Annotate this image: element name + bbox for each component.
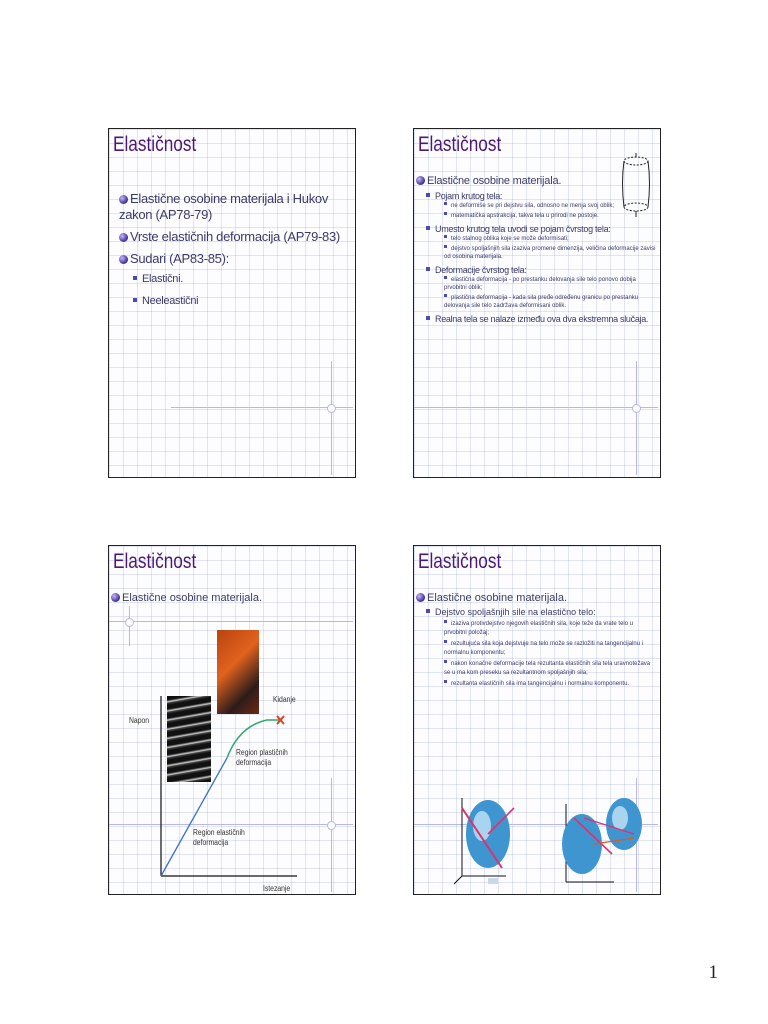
elastic-region-label: Region elastičnih deformacija	[193, 828, 245, 847]
list-item: Elastične osobine materijala i Hukov zakon (AP78-79)	[119, 191, 329, 222]
sub-item: rezultujuća sila koja dejstvuje na telo može se razložiti na tangencijalnu i normalnu komponentu;	[444, 641, 644, 656]
y-axis-label: Napon	[129, 716, 150, 725]
dot-bullet-icon	[444, 235, 447, 238]
list-item: Elastične osobine materijala.	[416, 592, 656, 604]
bullet-icon	[119, 255, 128, 264]
sub-heading: Umesto krutog tela uvodi se pojam čvrstog tela:	[426, 224, 656, 234]
sub-item: rezultanta elastičnih sila ima tangencijalnu i normalnu komponentu.	[444, 680, 656, 689]
sub-item: ne deformiše se pri dejstvu sila, odnosno ne menja svoj oblik;	[444, 202, 656, 210]
dot-bullet-icon	[444, 276, 447, 279]
bullet-icon	[119, 195, 128, 204]
square-bullet-icon	[426, 226, 430, 230]
slide-3	[108, 545, 356, 895]
slide-4	[413, 545, 661, 895]
slide-title: Elastičnost	[113, 133, 197, 156]
sub-item: elastična deformacija - po prestanku delovanja sile telo ponovo dobija prvobitni oblik;	[444, 277, 636, 291]
list-item: Elastične osobine materijala.	[416, 175, 656, 187]
slide-1	[108, 128, 356, 478]
sub-list-item: Neeleastični	[133, 293, 351, 309]
list-item: Sudari (AP83-85): Elastični. Neeleastični	[119, 251, 351, 309]
dot-bullet-icon	[444, 245, 447, 248]
dot-bullet-icon	[444, 680, 447, 683]
list-item: Vrste elastičnih deformacija (AP79-83)	[119, 229, 351, 245]
elastic-body-force-diagram	[454, 778, 654, 886]
sub-item: matematička apstrakcija, takva tela u prirodi ne postoje.	[444, 212, 656, 220]
bullet-icon	[119, 233, 128, 242]
sub-item: nakon konačne deformacije tela rezultanta elastičnih sila tela uravnotežava se u ma kom preseku sa rezultantnom spoljašnjih sila;	[444, 661, 651, 676]
slide-body	[416, 592, 656, 691]
dot-bullet-icon	[444, 212, 447, 215]
sub-heading: Realna tela se nalaze između ova dva ekstremna slučaja.	[426, 314, 656, 324]
square-bullet-icon	[426, 193, 430, 197]
sub-heading: Deformacije čvrstog tela:	[426, 265, 656, 275]
break-label: Kidanje	[273, 695, 296, 704]
dot-bullet-icon	[444, 620, 447, 623]
list-item: Elastične osobine materijala.	[111, 592, 262, 604]
elastic-curve	[161, 758, 227, 876]
sub-item: plastična deformacija - kada sila pređe određenu granicu po prestanku delovanja sile telo zadržava deformisani oblik.	[444, 295, 639, 309]
slide-title: Elastičnost	[113, 550, 197, 573]
bullet-icon	[416, 593, 425, 602]
slide-2	[413, 128, 661, 478]
square-bullet-icon	[426, 609, 430, 613]
square-bullet-icon	[426, 267, 430, 271]
square-bullet-icon	[133, 276, 137, 280]
x-axis-label: Istezanje	[263, 884, 291, 893]
slide-title: Elastičnost	[418, 133, 502, 156]
plastic-region-label: Region plastičnih deformacija	[236, 748, 288, 767]
sub-list-item: Elastični.	[133, 271, 351, 287]
sub-item: telo stalnog oblika koje se može deformisati;	[444, 235, 656, 243]
square-bullet-icon	[426, 316, 430, 320]
sub-item: dejstvo spoljašnjih sila izaziva promene dimenzija, veličina deformacije zavisi od osobina materijala.	[444, 246, 656, 260]
bullet-icon	[416, 176, 425, 185]
slide-body	[416, 175, 656, 325]
dot-bullet-icon	[444, 294, 447, 297]
sub-heading: Pojam krutog tela:	[426, 191, 656, 201]
dot-bullet-icon	[444, 640, 447, 643]
dot-bullet-icon	[444, 202, 447, 205]
sub-item: izaziva protivdejstvo njegovih elastičnih sila, koje teže da vrate telo u prvobitni položaj;	[444, 621, 634, 636]
dot-bullet-icon	[444, 660, 447, 663]
sub-heading: Dejstvo spoljašnjih sile na elastično telo:	[426, 607, 656, 617]
bullet-list	[119, 191, 351, 315]
slide-title: Elastičnost	[418, 550, 502, 573]
square-bullet-icon	[133, 298, 137, 302]
page-number: 1	[708, 962, 718, 983]
